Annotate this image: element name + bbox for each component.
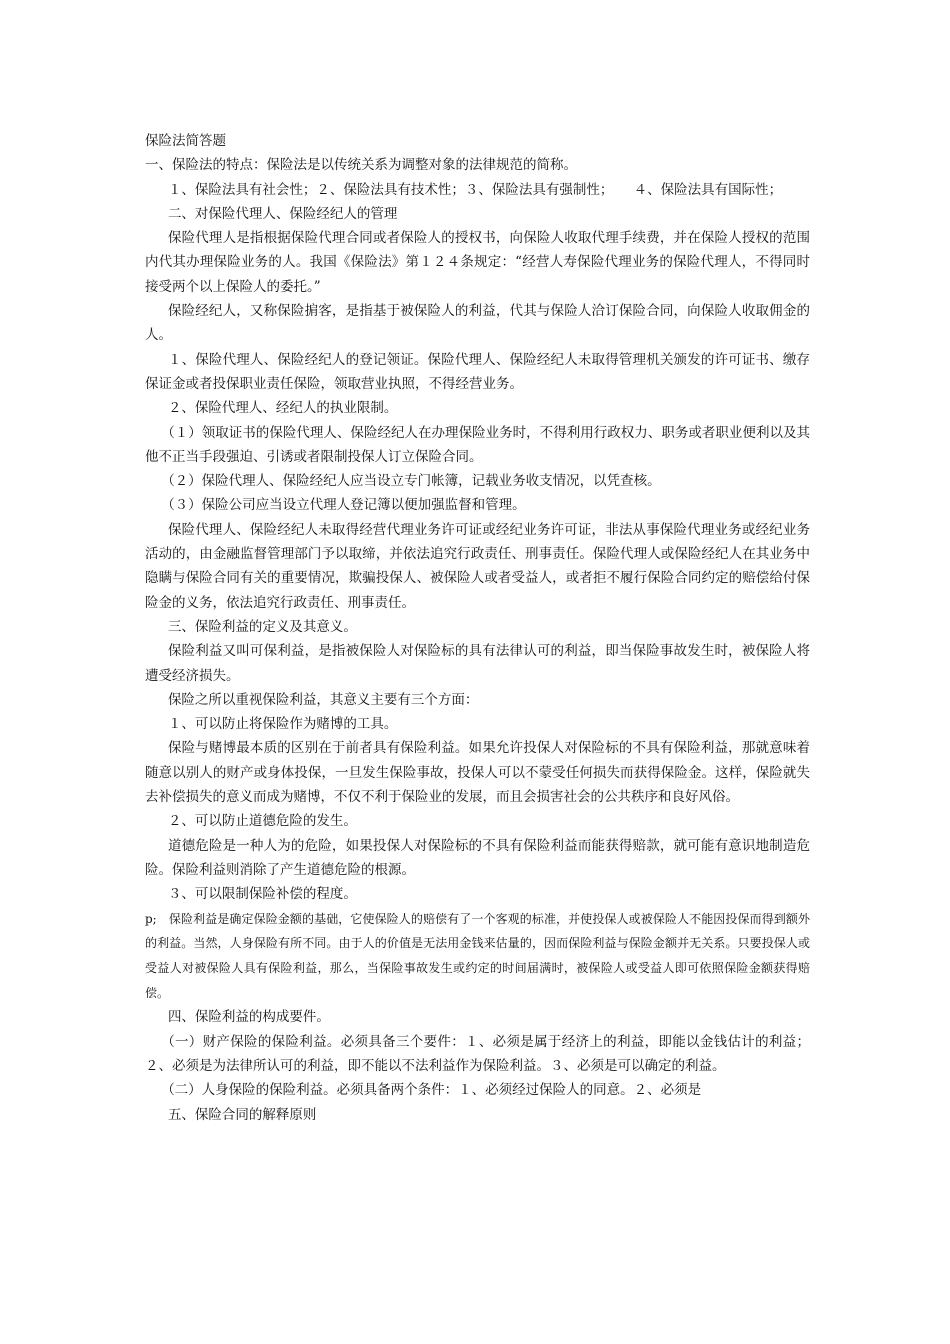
section-heading: 一、保险法的特点：保险法是以传统关系为调整对象的法律规范的简称。: [145, 157, 577, 174]
paragraph: （２）保险代理人、保险经纪人应当设立专门帐簿，记载业务收支情况，以凭查核。: [161, 473, 661, 490]
paragraph: ２、可以防止道德危险的发生。: [167, 813, 357, 830]
document-page: [145, 129, 810, 1127]
paragraph: （二）人身保险的保险利益。必须具备两个条件：１、必须经过保险人的同意。２、必须是: [161, 1082, 702, 1099]
section-heading: 三、保险利益的定义及其意义。: [167, 618, 357, 635]
paragraph: 保险代理人、保险经纪人未取得经营代理业务许可证或经纪业务许可证，非法从事保险代理业务或经纪业务活动的，由金融监督管理部门予以取缔，并依法追究行政责任、刑事责任。保险代理人或保险经纪人在其业务中隐瞒与保险合同有关的重要情况，欺骗投保人、被保险人或者受益人，或者拒不履行保险合同约定的赔偿给付保险金的义务，依法追究行政责任、刑事责任。: [145, 521, 810, 611]
paragraph: １、保险代理人、保险经纪人的登记领证。保险代理人、保险经纪人未取得管理机关颁发的许可证书、缴存保证金或者投保职业责任保险，领取营业执照，不得经营业务。: [145, 351, 810, 392]
doc-title: 保险法简答题: [145, 133, 226, 149]
paragraph: １、保险法具有社会性；２、保险法具有技术性；３、保险法具有强制性； ４、保险法具有国际性；: [167, 181, 783, 198]
paragraph: （３）保险公司应当设立代理人登记簿以便加强监督和管理。: [161, 497, 526, 514]
paragraph: 道德危险是一种人为的危险，如果投保人对保险标的不具有保险利益而能获得赔款，就可能有意识地制造危险。保险利益则消除了产生道德危险的根源。: [145, 837, 810, 878]
paragraph: （１）领取证书的保险代理人、保险经纪人在办理保险业务时，不得利用行政权力、职务或者职业便利以及其他不正当手段强迫、引诱或者限制投保人订立保险合同。: [145, 424, 810, 465]
paragraph: ３、可以限制保险补偿的程度。: [167, 886, 357, 903]
section-heading: 五、保险合同的解释原则: [167, 1106, 317, 1123]
paragraph: 保险利益又叫可保利益，是指被保险人对保险标的具有法律认可的利益，即当保险事故发生时，被保险人将遭受经济损失。: [145, 643, 810, 684]
paragraph: １、可以防止将保险作为赌博的工具。: [167, 716, 398, 733]
paragraph: 保险与赌博最本质的区别在于前者具有保险利益。如果允许投保人对保险标的不具有保险利益，那就意味着随意以别人的财产或身体投保，一旦发生保险事故，投保人可以不蒙受任何损失而获得保险金。这样，保险就失去补偿损失的意义而成为赌博，不仅不利于保险业的发展，而且会损害社会的公共秩序和良好风俗。: [145, 740, 810, 806]
section-heading: 四、保险利益的构成要件。: [167, 1009, 330, 1026]
paragraph: 保险代理人是指根据保险代理合同或者保险人的授权书，向保险人收取代理手续费，并在保险人授权的范围内代其办理保险业务的人。我国《保险法》第１２４条规定：“经营人寿保险代理业务的保险代理人，不得同时接受两个以上保险人的委托。”: [145, 230, 810, 295]
paragraph: 保险之所以重视保险利益，其意义主要有三个方面：: [167, 691, 479, 708]
paragraph-small: p; 保险利益是确定保险金额的基础，它使保险人的赔偿有了一个客观的标准，并使投保人或被保险人不能因投保而得到额外的利益。当然，人身保险有所不同。由于人的价值是无法用金钱来估量的，因而保险利益与保险金额并无关系。只要投保人或受益人对被保险人具有保险利益，那么，当保险事故发生或约定的时间届满时，被保险人或受益人即可依照保险金额获得赔偿。: [145, 911, 810, 1000]
paragraph: （一）财产保险的保险利益。必须具备三个要件：１、必须是属于经济上的利益，即能以金钱估计的利益；２、必须是为法律所认可的利益，即不能以不法利益作为保险利益。３、必须是可以确定的利益。: [145, 1033, 810, 1074]
section-heading: 二、对保险代理人、保险经纪人的管理: [167, 205, 398, 222]
paragraph: 保险经纪人，又称保险掮客，是指基于被保险人的利益，代其与保险人洽订保险合同，向保险人收取佣金的人。: [145, 303, 810, 344]
paragraph: ２、保险代理人、经纪人的执业限制。: [167, 400, 398, 417]
